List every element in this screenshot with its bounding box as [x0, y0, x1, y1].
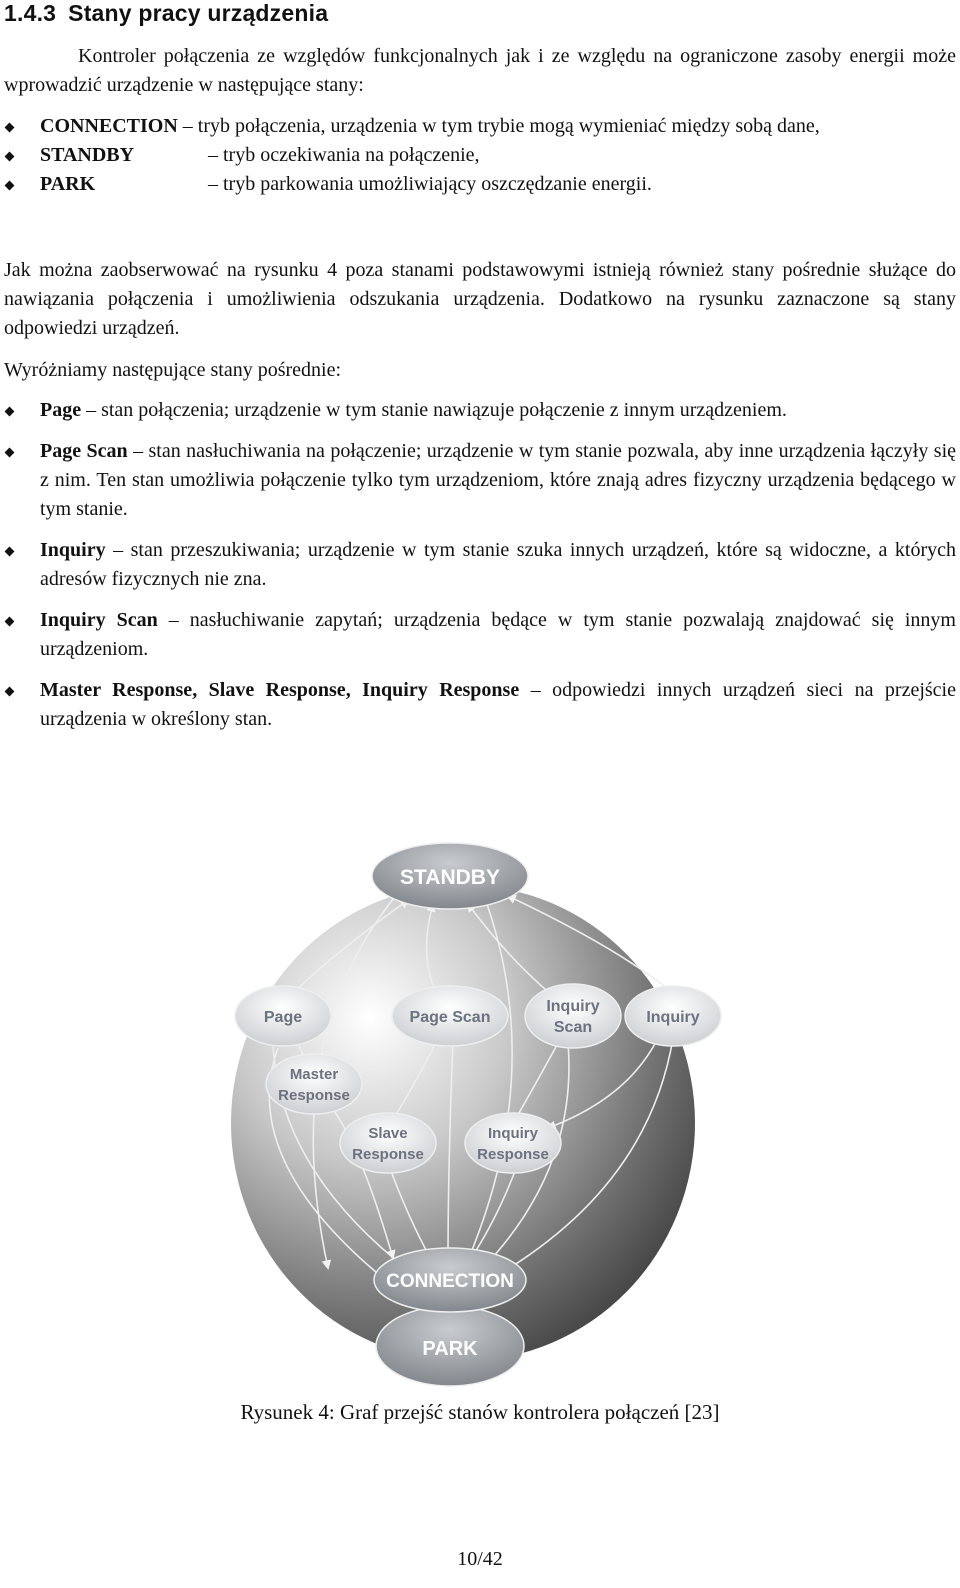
diamond-bullet-icon	[5, 547, 15, 557]
node-label: Inquiry	[646, 1009, 700, 1026]
state-desc: – stan nasłuchiwania na połączenie; urządzenie w tym stanie pozwala, aby inne urządzenia łączyły się z nim. Ten stan umożliwia połączenie tylko tym urządzeniom, które znają adres fizyczny urządzenia będącego w tym stanie.	[40, 440, 957, 520]
list-item	[4, 536, 956, 594]
basic-states-list	[4, 112, 956, 199]
state-name: Page Scan	[40, 440, 128, 462]
intro-paragraph: Kontroler połączenia ze względów funkcjonalnych jak i ze względu na ograniczone zasoby energii może wprowadzić urządzenie w następujące stany:	[4, 45, 956, 96]
diamond-bullet-icon	[5, 123, 15, 133]
diamond-bullet-icon	[5, 617, 15, 627]
state-desc: – tryb parkowania umożliwiający oszczędzanie energii.	[208, 173, 652, 195]
section-title: Stany pracy urządzenia	[68, 0, 329, 26]
node-label: Response	[477, 1146, 549, 1163]
state-desc: – tryb połączenia, urządzenia w tym trybie mogą wymieniać między sobą dane,	[182, 115, 820, 137]
intermediate-intro: Wyróżniamy następujące stany pośrednie:	[4, 359, 342, 381]
figure-caption: Rysunek 4: Graf przejść stanów kontrolera połączeń [23]	[240, 1400, 720, 1424]
state-name: STANDBY	[40, 144, 135, 166]
diamond-bullet-icon	[5, 181, 15, 191]
node-inquiry-response	[465, 1113, 561, 1173]
node-label: Master	[289, 1066, 339, 1083]
state-desc: – stan przeszukiwania; urządzenie w tym stanie szuka innych urządzeń, które są widoczne, a których adresów fizycznych nie zna.	[40, 539, 956, 590]
state-name: CONNECTION	[40, 115, 178, 137]
node-inquiry-scan	[525, 984, 621, 1048]
state-name: Inquiry Scan	[40, 609, 158, 631]
section-heading	[4, 0, 328, 27]
section-number: 1.4.3	[4, 0, 57, 26]
node-label: Response	[278, 1087, 350, 1104]
node-connection	[374, 1248, 526, 1312]
node-standby	[372, 843, 528, 909]
list-item	[4, 170, 956, 199]
observation-paragraph: Jak można zaobserwować na rysunku 4 poza stanami podstawowymi istnieją również stany pośrednie służące do nawiązania połączenia i umożliwienia odszukania urządzenia. Dodatkowo na rysunku zaznaczone są stany odpowiedzi urządzeń.	[4, 259, 956, 339]
list-item	[4, 676, 956, 734]
diamond-bullet-icon	[5, 152, 15, 162]
node-label: Page	[263, 1009, 303, 1026]
list-item	[4, 141, 956, 170]
node-label: STANDBY	[400, 866, 500, 889]
node-label: CONNECTION	[386, 1271, 514, 1292]
node-label: Inquiry	[546, 998, 600, 1015]
node-label: Slave	[368, 1125, 408, 1142]
node-page-scan	[392, 986, 508, 1046]
state-name: Inquiry	[40, 539, 106, 561]
state-name: PARK	[40, 173, 96, 195]
diamond-bullet-icon	[5, 687, 15, 697]
state-desc: – odpowiedzi innych urządzeń sieci na przejście urządzenia w określony stan.	[40, 679, 956, 730]
state-desc: – tryb oczekiwania na połączenie,	[208, 144, 480, 166]
node-label: Scan	[553, 1019, 593, 1036]
node-master-response	[266, 1054, 362, 1114]
node-label: Page Scan	[409, 1009, 491, 1026]
state-transition-graph	[218, 838, 748, 1398]
node-slave-response	[340, 1113, 436, 1173]
node-inquiry	[625, 986, 721, 1046]
node-park	[376, 1306, 524, 1386]
list-item	[4, 606, 956, 664]
list-item	[4, 396, 956, 425]
node-label: Inquiry	[487, 1125, 539, 1142]
state-name: Page	[40, 399, 82, 421]
page-number: 10/42	[457, 1548, 503, 1570]
state-name: Master Response, Slave Response, Inquiry Response	[40, 679, 520, 701]
diamond-bullet-icon	[5, 407, 15, 417]
node-page	[235, 986, 331, 1046]
intermediate-states-list	[4, 396, 956, 746]
state-diagram-figure	[218, 838, 748, 1398]
list-item	[4, 112, 956, 141]
node-label: Response	[352, 1146, 424, 1163]
diamond-bullet-icon	[5, 448, 15, 458]
state-desc: – nasłuchiwanie zapytań; urządzenia będące w tym stanie pozwalają znajdować się innym urządzeniom.	[40, 609, 956, 660]
state-desc: – stan połączenia; urządzenie w tym stanie nawiązuje połączenie z innym urządzeniem.	[86, 399, 787, 421]
list-item	[4, 437, 956, 524]
node-label: PARK	[422, 1338, 478, 1360]
